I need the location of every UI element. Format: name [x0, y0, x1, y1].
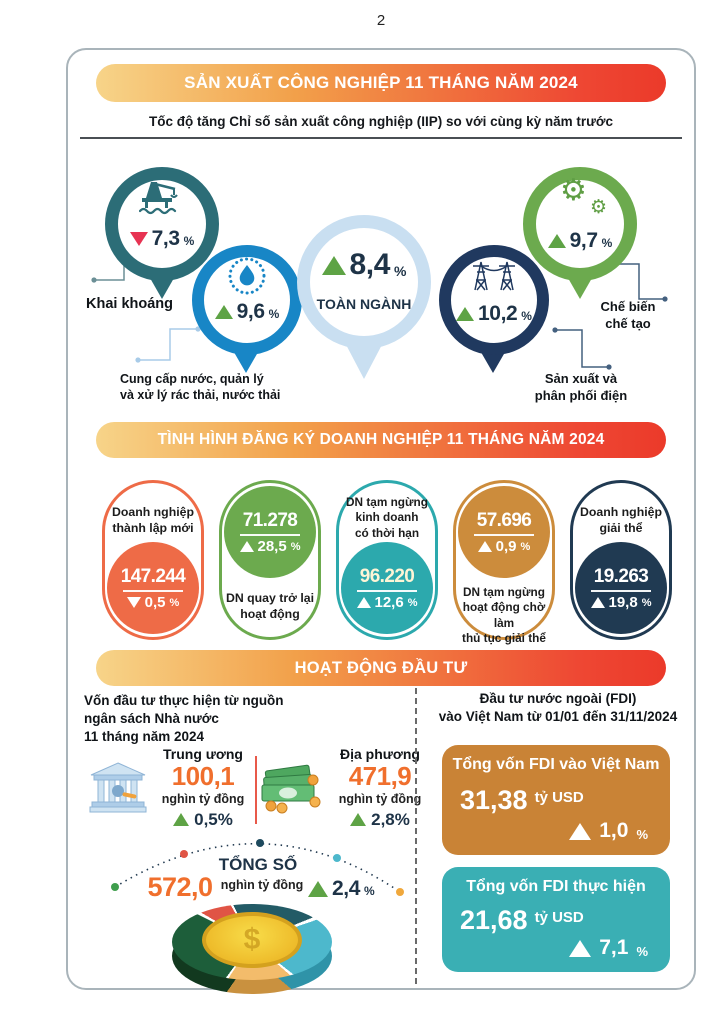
column-divider — [415, 688, 417, 984]
gear-small-icon: ⚙ — [590, 196, 608, 218]
up-triangle-icon — [173, 813, 189, 826]
dn-dissolved-value: 19.263 — [593, 565, 649, 587]
dn-new-value: 147.244 — [120, 565, 186, 587]
up-triangle-icon — [322, 256, 346, 275]
up-triangle-icon — [350, 813, 366, 826]
tong-so-label: TỔNG SỐ — [218, 855, 298, 874]
toan-nganh-value: 8,4 — [349, 248, 391, 281]
dien-value: 10,2 — [478, 302, 518, 325]
infographic-card — [66, 48, 696, 990]
stat-separator — [255, 756, 257, 824]
trung-uong-value: 100,1 — [171, 761, 235, 791]
up-triangle-icon — [215, 305, 233, 319]
up-triangle-icon — [548, 234, 566, 248]
fdi-heading: Đầu tư nước ngoài (FDI) vào Việt Nam từ 01/01 đến 31/11/2024 — [438, 691, 678, 725]
bank-icon — [88, 760, 148, 818]
toan-nganh-label: TOÀN NGÀNH — [316, 296, 412, 312]
power-pylon-icon — [471, 258, 517, 292]
dia-phuong-stat: Địa phương 471,9 nghìn tỷ đồng 2,8% — [324, 746, 436, 830]
dn-return-value: 71.278 — [242, 509, 298, 531]
dn-wait-value: 57.696 — [476, 509, 532, 531]
card-dn-cho-giai-the: 57.696 0,9 % DN tạm ngừng hoạt động chờ làm thủ tục giải thể — [453, 480, 555, 640]
fdi-registered-box: Tổng vốn FDI vào Việt Nam 31,38 tỷ USD 1,0 % — [442, 745, 670, 855]
up-triangle-icon — [591, 597, 605, 608]
up-triangle-icon — [357, 597, 371, 608]
fdi-implemented-box: Tổng vốn FDI thực hiện 21,68 tỷ USD 7,1 % — [442, 867, 670, 972]
card-dn-quay-lai: 71.278 28,5 % DN quay trở lại hoạt động — [219, 480, 321, 640]
section1-subtitle: Tốc độ tăng Chỉ số sản xuất công nghiệp (IIP) so với cùng kỳ năm trước — [148, 114, 614, 129]
khai-khoang-value: 7,3 — [151, 227, 180, 250]
down-triangle-icon — [127, 597, 141, 608]
nuoc-value: 9,6 — [236, 300, 265, 323]
dn-suspend-value: 96.220 — [359, 565, 415, 587]
section1-title-banner: SẢN XUẤT CÔNG NGHIỆP 11 THÁNG NĂM 2024 — [96, 64, 666, 102]
ngan-sach-heading: Vốn đầu tư thực hiện từ nguồn ngân sách Nhà nước 11 tháng năm 2024 — [84, 693, 284, 745]
tong-so-change: 2,4 % — [308, 878, 375, 899]
che-bien-value: 9,7 — [569, 229, 598, 252]
nuoc-label: Cung cấp nước, quản lý và xử lý rác thải, nước thải — [120, 372, 281, 402]
investment-area — [68, 686, 694, 988]
up-triangle-icon — [456, 307, 474, 321]
card-dn-giai-the: Doanh nghiệp giải thể 19.263 19,8 % — [570, 480, 672, 640]
dien-label: Sản xuất và phân phối điện — [534, 371, 628, 403]
money-icon — [258, 762, 322, 814]
fdi-implemented-value: 21,68 — [460, 905, 528, 935]
dia-phuong-value: 471,9 — [348, 761, 412, 791]
up-triangle-icon — [308, 881, 328, 897]
gears-icon: ⚙ — [560, 173, 587, 208]
section3-title-banner: HOẠT ĐỘNG ĐẦU TƯ — [96, 650, 666, 686]
up-triangle-icon — [240, 541, 254, 552]
iip-bubbles: 7,3 % 9,6 % 8,4 % TOÀN NGÀNH 10,2 % ⚙ ⚙ 9,7 % Khai khoáng Cung cấp nước, quản lý và xử lý rác thải, nước thải Sản xuất và phân phối điện Chế biến chế tạo — [68, 138, 694, 470]
fdi-registered-value: 31,38 — [460, 785, 528, 815]
oil-rig-icon — [139, 180, 185, 216]
water-drop-icon — [227, 256, 267, 296]
card-dn-tam-ngung-kd: DN tạm ngừng kinh doanh có thời hạn 96.220 12,6 % — [336, 480, 438, 640]
khai-khoang-label: Khai khoáng — [86, 296, 174, 312]
tong-so-value: 572,0 — [147, 872, 213, 902]
page-number: 2 — [376, 12, 386, 29]
down-triangle-icon — [130, 232, 148, 246]
up-triangle-icon — [569, 823, 591, 840]
coin-icon — [202, 912, 302, 968]
section2-title-banner: TÌNH HÌNH ĐĂNG KÝ DOANH NGHIỆP 11 THÁNG NĂM 2024 — [96, 422, 666, 458]
trung-uong-stat: Trung ương 100,1 nghìn tỷ đồng 0,5% — [147, 746, 259, 830]
tong-so-unit: nghìn tỷ đồng — [220, 878, 304, 892]
up-triangle-icon — [478, 541, 492, 552]
card-dn-thanh-lap: Doanh nghiệp thành lập mới 147.244 0,5 % — [102, 480, 204, 640]
up-triangle-icon — [569, 940, 591, 957]
che-bien-label: Chế biến chế tạo — [600, 299, 656, 331]
coin-dollar-symbol: $ — [243, 923, 261, 956]
